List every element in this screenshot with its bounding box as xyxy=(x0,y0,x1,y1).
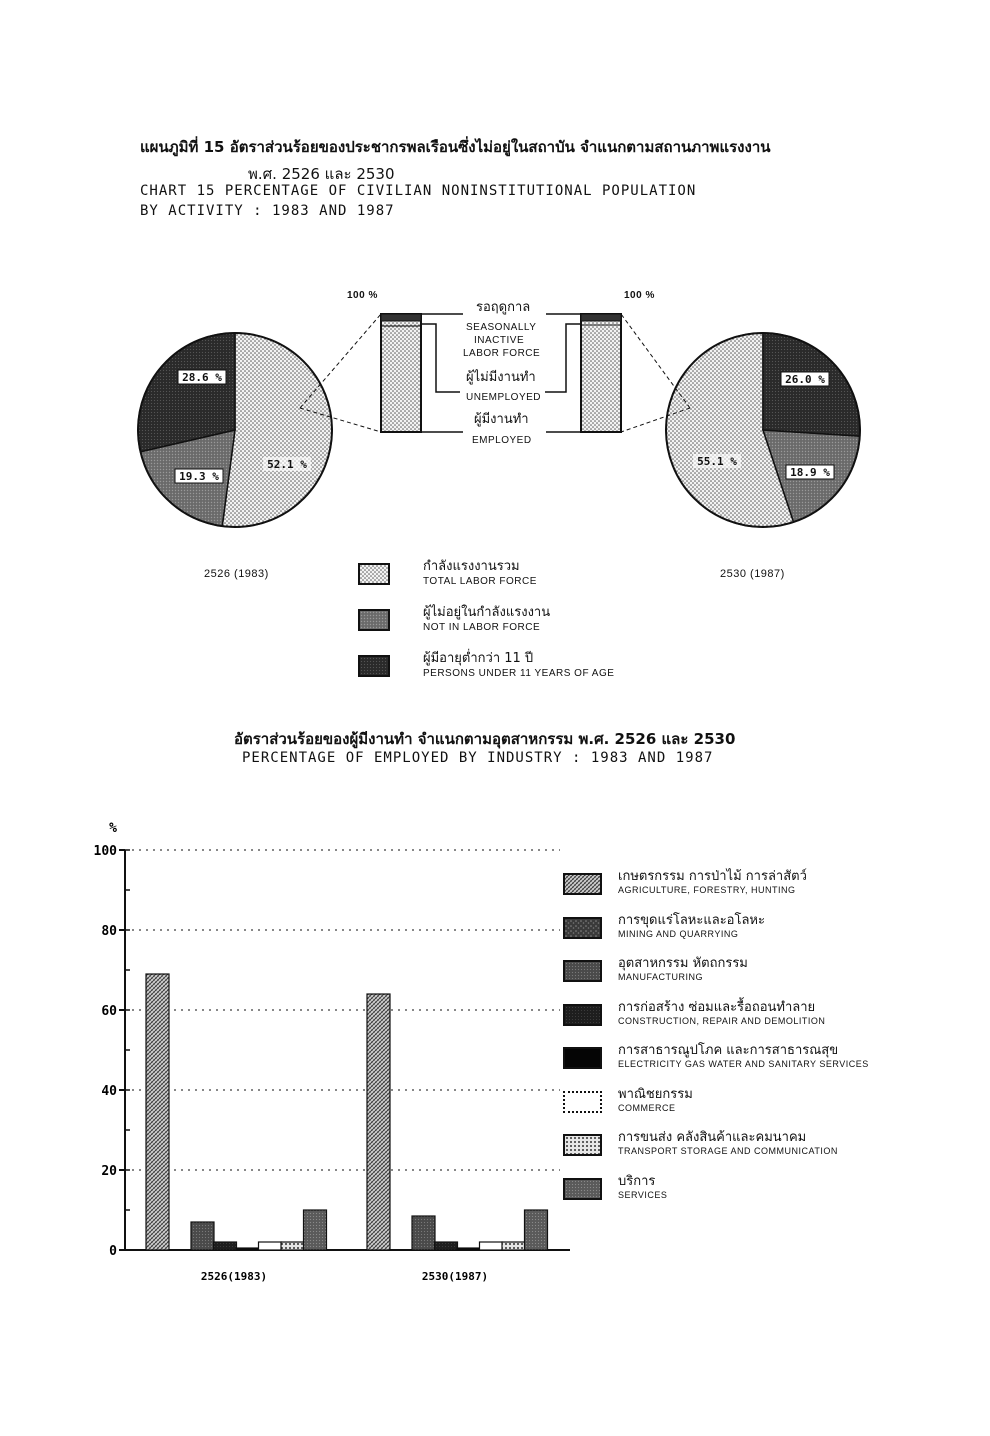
chart-year-thai: พ.ศ. 2526 และ 2530 xyxy=(248,165,395,183)
bar xyxy=(525,1210,548,1250)
bar-legend-label-en: CONSTRUCTION, REPAIR AND DEMOLITION xyxy=(618,1015,826,1026)
bar xyxy=(457,1248,480,1250)
bar xyxy=(367,994,390,1250)
bar-legend-swatch xyxy=(563,960,602,982)
bar-legend-swatch xyxy=(563,1047,602,1069)
y-axis-label: % xyxy=(109,821,117,836)
y-tick-label: 0 xyxy=(109,1244,117,1259)
bar-chart-title-thai: อัตราส่วนร้อยของผู้มีงานทำ จำแนกตามอุตสาหกรรม พ.ศ. 2526 และ 2530 xyxy=(234,730,736,748)
bar xyxy=(412,1216,435,1250)
bar-legend-label-en: MINING AND QUARRYING xyxy=(618,928,739,939)
bar xyxy=(502,1242,525,1250)
bar-legend-label-th: การสาธารณูปโภค และการสาธารณสุข xyxy=(618,1043,839,1058)
bar xyxy=(281,1242,304,1250)
label-seasonal-th: รอฤดูกาล xyxy=(476,300,531,315)
x-category-label: 2530(1987) xyxy=(421,1270,489,1283)
pie-legend-swatch xyxy=(358,609,390,631)
pie-legend-label-en: PERSONS UNDER 11 YEARS OF AGE xyxy=(423,668,615,679)
label-seasonal-en3: LABOR FORCE xyxy=(463,348,541,359)
pie-value-label: 52.1 % xyxy=(267,458,307,471)
pie-value-label: 19.3 % xyxy=(179,470,219,483)
bar xyxy=(146,974,169,1250)
bar-legend-label-th: พาณิชยกรรม xyxy=(618,1086,693,1102)
chart-title-thai: แผนภูมิที่ 15 อัตราส่วนร้อยของประชากรพลเรือนซึ่งไม่อยู่ในสถาบัน จำแนกตามสถานภาพแรงงาน xyxy=(140,138,771,156)
pie-legend-label-en: TOTAL LABOR FORCE xyxy=(423,576,537,587)
pie-value-label: 55.1 % xyxy=(697,455,737,468)
label-employed-en: EMPLOYED xyxy=(472,435,532,446)
pie-legend-label-th: ผู้ไม่อยู่ในกำลังแรงงาน xyxy=(423,605,551,620)
label-seasonal-en2: INACTIVE xyxy=(474,335,525,346)
pie-legend-swatch xyxy=(358,563,390,585)
bar-legend-label-th: การขนส่ง คลังสินค้าและคมนาคม xyxy=(618,1130,807,1145)
bar-top-label-1987: 100 % xyxy=(624,290,655,301)
label-seasonal-en1: SEASONALLY xyxy=(466,322,537,333)
bar-chart-title-en: PERCENTAGE OF EMPLOYED BY INDUSTRY : 1983 AND 1987 xyxy=(242,750,714,766)
bar-legend-label-en: ELECTRICITY GAS WATER AND SANITARY SERVICES xyxy=(618,1059,869,1069)
y-tick-label: 20 xyxy=(101,1164,117,1179)
bar xyxy=(435,1242,458,1250)
bar xyxy=(480,1242,503,1250)
bar-legend-swatch xyxy=(563,873,602,895)
y-tick-label: 40 xyxy=(101,1084,117,1099)
bar-chart xyxy=(0,810,990,1290)
bar-legend-label-th: การขุดแร่โลหะและอโลหะ xyxy=(618,912,765,928)
x-category-label: 2526(1983) xyxy=(200,1270,268,1283)
bar xyxy=(191,1222,214,1250)
pie-value-label: 18.9 % xyxy=(790,466,830,479)
pie-value-label: 26.0 % xyxy=(785,373,825,386)
bar-legend-label-th: การก่อสร้าง ซ่อมและรื้อถอนทำลาย xyxy=(618,999,816,1015)
pie-slice xyxy=(222,333,332,527)
bar-legend-swatch xyxy=(563,1091,602,1113)
y-tick-label: 80 xyxy=(101,924,117,939)
label-employed-th: ผู้มีงานทำ xyxy=(474,412,529,427)
bar-legend-swatch xyxy=(563,1004,602,1026)
bar-legend-label-th: บริการ xyxy=(618,1173,656,1189)
pie-slice xyxy=(138,333,235,452)
bar xyxy=(236,1248,259,1250)
bar-marks xyxy=(146,974,548,1250)
label-unemployed-th: ผู้ไม่มีงานทำ xyxy=(466,370,536,385)
pie-1983 xyxy=(138,333,332,527)
year-label-1987: 2530 (1987) xyxy=(720,568,785,580)
bar-legend-label-en: MANUFACTURING xyxy=(618,972,703,982)
bar-legend-label-th: อุตสาหกรรม หัตถกรรม xyxy=(618,956,748,971)
bar-legend-label-en: TRANSPORT STORAGE AND COMMUNICATION xyxy=(618,1146,838,1156)
y-tick-label: 60 xyxy=(101,1004,117,1019)
pie-value-label: 28.6 % xyxy=(182,371,222,384)
pie-1987 xyxy=(666,333,860,527)
label-unemployed-en: UNEMPLOYED xyxy=(466,392,542,403)
chart-subtitle-en: BY ACTIVITY : 1983 AND 1987 xyxy=(140,203,395,219)
y-tick-label: 100 xyxy=(93,844,117,859)
pie-legend-swatch xyxy=(358,655,390,677)
bar-legend-label-en: AGRICULTURE, FORESTRY, HUNTING xyxy=(618,885,796,895)
chart-title-en: CHART 15 PERCENTAGE OF CIVILIAN NONINSTITUTIONAL POPULATION xyxy=(140,183,697,199)
bar-legend-swatch xyxy=(563,1178,602,1200)
pie-legend-label-th: กำลังแรงงานรวม xyxy=(423,559,520,574)
bar xyxy=(304,1210,327,1250)
bar-legend-swatch xyxy=(563,917,602,939)
bar xyxy=(214,1242,237,1250)
year-label-1983: 2526 (1983) xyxy=(204,568,269,580)
bar-legend-label-th: เกษตรกรรม การป่าไม้ การล่าสัตว์ xyxy=(618,869,807,884)
pie-legend-label-en: NOT IN LABOR FORCE xyxy=(423,622,541,633)
bar-legend-swatch xyxy=(563,1134,602,1156)
bar xyxy=(259,1242,282,1250)
bar-top-label-1983: 100 % xyxy=(347,290,378,301)
bar-legend-label-en: SERVICES xyxy=(618,1189,668,1200)
bar-legend-label-en: COMMERCE xyxy=(618,1102,676,1113)
pie-legend-label-th: ผู้มีอายุต่ำกว่า 11 ปี xyxy=(423,651,534,666)
